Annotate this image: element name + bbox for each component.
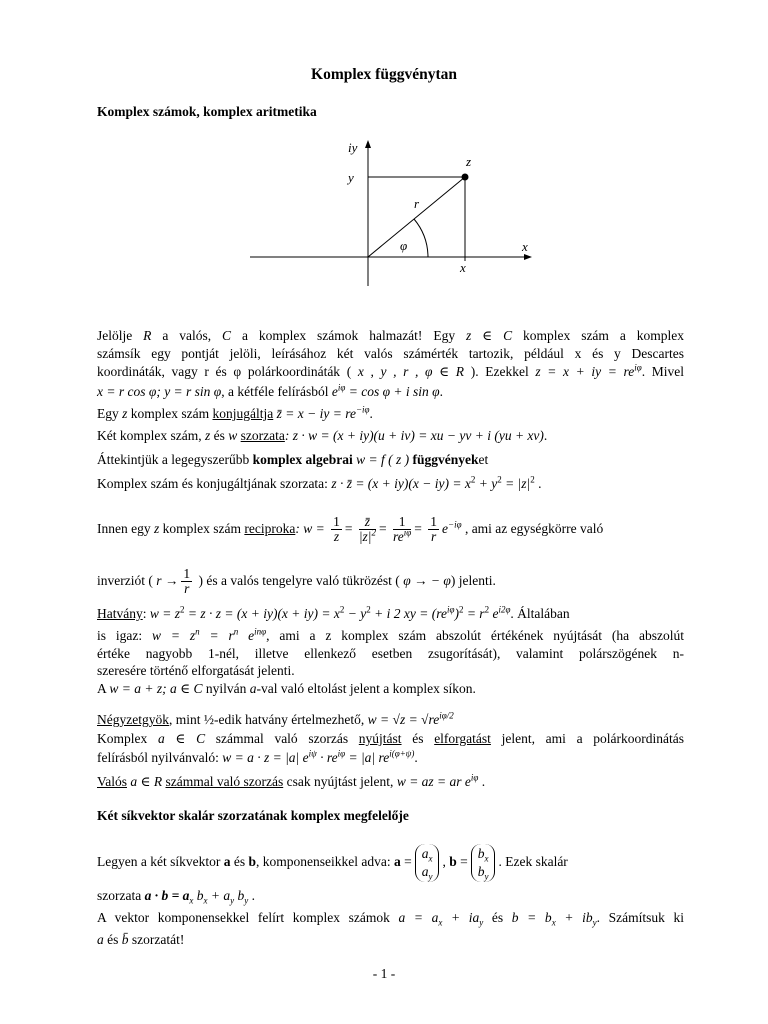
para1-line2: számsík egy pontját jelöli, leírásához két valós számérték tartozik, például x és y Descartes xyxy=(97,346,684,361)
overview-line: Áttekintjük a legegyszerűbb komplex algebrai w = f ( z ) függvényeket xyxy=(97,452,489,467)
real-multiply-line: Valós a ∈ R számmal való szorzás csak nyújtást jelent, w = az = ar $e^{i\varphi}$ . xyxy=(97,772,486,789)
imag-axis-arrow xyxy=(365,140,371,148)
label-y: y xyxy=(348,170,354,185)
conjugate-product-line: Komplex szám és konjugáltjának szorzata: z · z̄ = $(x + iy)(x - iy) = x^2 + y^2 = |z|^2$ . xyxy=(97,474,542,491)
para1-line4: x = r cos φ; y = r sin φ, a kétféle felírásból $e^{i\varphi} = \cos \varphi + i$ sin φ. xyxy=(97,382,444,399)
square-root-line: Négyzetgyök, mint ½-edik hatvány értelmezhető, $w = √z = √re^{i\varphi/2}$ xyxy=(97,710,454,727)
page-title: Komplex függvénytan xyxy=(311,66,457,83)
angle-arc xyxy=(414,219,428,257)
vectors-line2: szorzata $a \cdot b = a_x$ $b_x + a_y$ $b_y$ . xyxy=(97,888,256,906)
power-line1: Hatvány: $w = z^2 = z \cdot z = (x + iy)(x + iy) = x^2 - y^2 + i$ 2 xy = $(re^{i\varphi})^2 = r^2$ $e^{i2\varphi}$. Általában xyxy=(97,604,570,621)
shift-line: A w = a + z; a ∈ C nyilván a-val való eltolást jelent a komplex síkon. xyxy=(97,681,476,696)
label-x-axis: x xyxy=(522,239,528,254)
vectors-line3: A vektor komponensekkel felírt komplex számok $a = a_x + ia_y$ és $b = b_x + ib_y$. Számítsuk ki xyxy=(97,910,684,928)
section-heading-1: Komplex számok, komplex aritmetika xyxy=(97,104,317,119)
power-line3: értéke nagyobb 1-nél, illetve ellenkező esetben zsugorítását), valamint polárszögének n- xyxy=(97,646,684,661)
product-line: Két komplex szám, z és w szorzata: z · w = (x + iy)(u + iv) = xu − yv + i (yu + xv). xyxy=(97,428,548,443)
radius-line xyxy=(368,177,465,257)
para1-line1: Jelölje R a valós, C a komplex számok halmazát! Egy z ∈ C komplex szám a komplex xyxy=(97,328,684,343)
complex-multiply-line2: felírásból nyilvánvaló: w = a · z = |a| $e^{i\psi} \cdot re^{i\varphi} = |a|$ $re^{i(\varphi+\psi)}$. xyxy=(97,748,418,765)
label-x-tick: x xyxy=(460,260,466,275)
real-axis-arrow xyxy=(524,254,532,260)
label-phi: φ xyxy=(400,238,408,253)
inversion-line: inverziót ( r → $\frac{1}{r}$ ) és a valós tengelyre való tükrözést ( φ → − φ) jelenti. xyxy=(97,566,496,597)
section-heading-2: Két síkvektor skalár szorzatának komplex megfelelője xyxy=(97,808,409,823)
reciprocal-line: Innen egy z komplex szám reciproka: w = $\frac{1}{z}$ = $\frac{z̄}{|z|^2}$ = $\frac{1}{re^{i\varphi}}$ = $\frac{1}{r}$ $e^{-i\varphi}$ , ami az egységkörre való xyxy=(97,514,604,545)
label-z: z xyxy=(466,154,472,169)
vectors-line4: a és b̄ szorzatát! xyxy=(97,932,185,947)
page-number: - 1 - xyxy=(372,966,396,981)
conjugate-line: Egy z komplex szám konjugáltja z̄ = x − iy = $re^{-i\varphi}$. xyxy=(97,404,373,421)
point-z xyxy=(462,174,469,181)
complex-plane-diagram xyxy=(240,136,540,286)
power-line2: is igaz: $w = z^n = r^n$ $e^{in\varphi}$, ami a z komplex szám abszolút értékének nyújtását (ha abszolút xyxy=(97,626,684,643)
power-line4: szeresére történő elforgatását jelenti. xyxy=(97,663,295,678)
label-r: r xyxy=(414,196,420,211)
label-iy: iy xyxy=(348,140,358,155)
vectors-line1: Legyen a két síkvektor a és b, komponenseikkel adva: a = $a_x$ $a_y$ , b = $b_x$ $b_y$ . Ezek skalár xyxy=(97,845,568,882)
para1-line3: koordináták, vagy r és φ polárkoordináták ( x , y , r , φ ∈ R ). Ezekkel z = x + iy = $re^{i\varphi}$. Mivel xyxy=(97,362,685,379)
complex-multiply-line1: Komplex a ∈ C számmal való szorzás nyújtást és elforgatást jelent, ami a polárkoordinátás xyxy=(97,731,685,746)
